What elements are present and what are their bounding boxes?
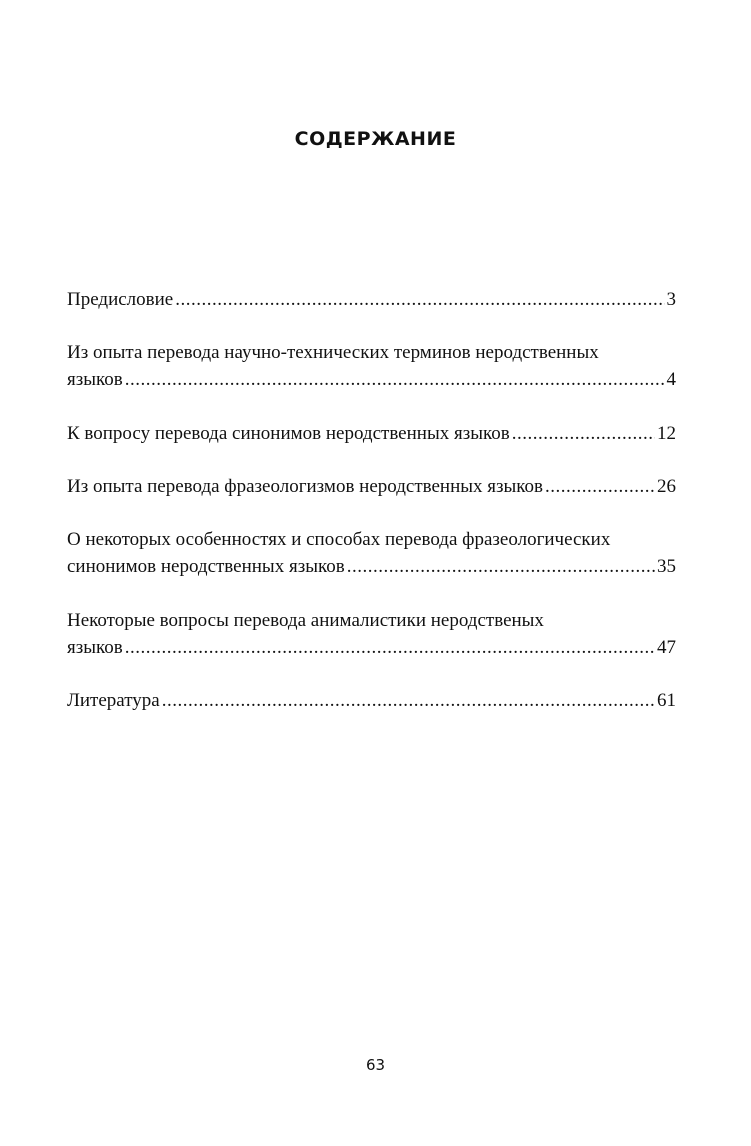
dot-leader bbox=[512, 420, 655, 447]
toc-entry-title-continuation: языков bbox=[67, 369, 123, 390]
toc-entry bbox=[67, 607, 676, 661]
toc-entry-title: Из опыта перевода фразеологизмов неродственных языков bbox=[67, 476, 544, 497]
dot-leader bbox=[125, 634, 655, 661]
toc-entry bbox=[67, 473, 676, 500]
dot-leader bbox=[175, 286, 664, 313]
toc-page-number: 61 bbox=[657, 690, 676, 711]
toc-entry bbox=[67, 526, 676, 580]
toc-entry-line bbox=[67, 286, 676, 313]
toc-entry-title-continuation: языков bbox=[67, 637, 123, 658]
toc-page-number: 4 bbox=[666, 369, 676, 390]
toc-entry-title: Некоторые вопросы перевода анималистики неродственых bbox=[67, 610, 544, 631]
table-of-contents bbox=[67, 286, 676, 714]
toc-entry-title: Предисловие bbox=[67, 289, 174, 310]
toc-entry-title-continuation: синонимов неродственных языков bbox=[67, 556, 345, 577]
page-number: 63 bbox=[365, 1056, 386, 1074]
toc-page-number: 3 bbox=[666, 289, 676, 310]
toc-entry-line bbox=[67, 687, 676, 714]
dot-leader bbox=[347, 553, 655, 580]
toc-entry-line bbox=[67, 420, 676, 447]
toc-entry bbox=[67, 286, 676, 313]
toc-entry-line bbox=[67, 473, 676, 500]
toc-entry-title: К вопросу перевода синонимов неродственных языков bbox=[67, 423, 510, 444]
page-title: СОДЕРЖАНИЕ bbox=[294, 128, 457, 150]
toc-entry-title: Литература bbox=[67, 690, 160, 711]
toc-entry bbox=[67, 339, 676, 393]
toc-page-number: 26 bbox=[657, 476, 676, 497]
toc-entry bbox=[67, 687, 676, 714]
toc-page-number: 12 bbox=[657, 423, 676, 444]
dot-leader bbox=[545, 473, 655, 500]
toc-entry-title: Из опыта перевода научно-технических терминов неродственных bbox=[67, 342, 599, 363]
toc-entry-line bbox=[67, 366, 676, 393]
dot-leader bbox=[125, 366, 665, 393]
dot-leader bbox=[162, 687, 655, 714]
toc-page-number: 47 bbox=[657, 637, 676, 658]
toc-entry-line bbox=[67, 634, 676, 661]
toc-page-number: 35 bbox=[657, 556, 676, 577]
toc-entry bbox=[67, 420, 676, 447]
toc-entry-line bbox=[67, 553, 676, 580]
toc-entry-title: О некоторых особенностях и способах перевода фразеологических bbox=[67, 529, 611, 550]
